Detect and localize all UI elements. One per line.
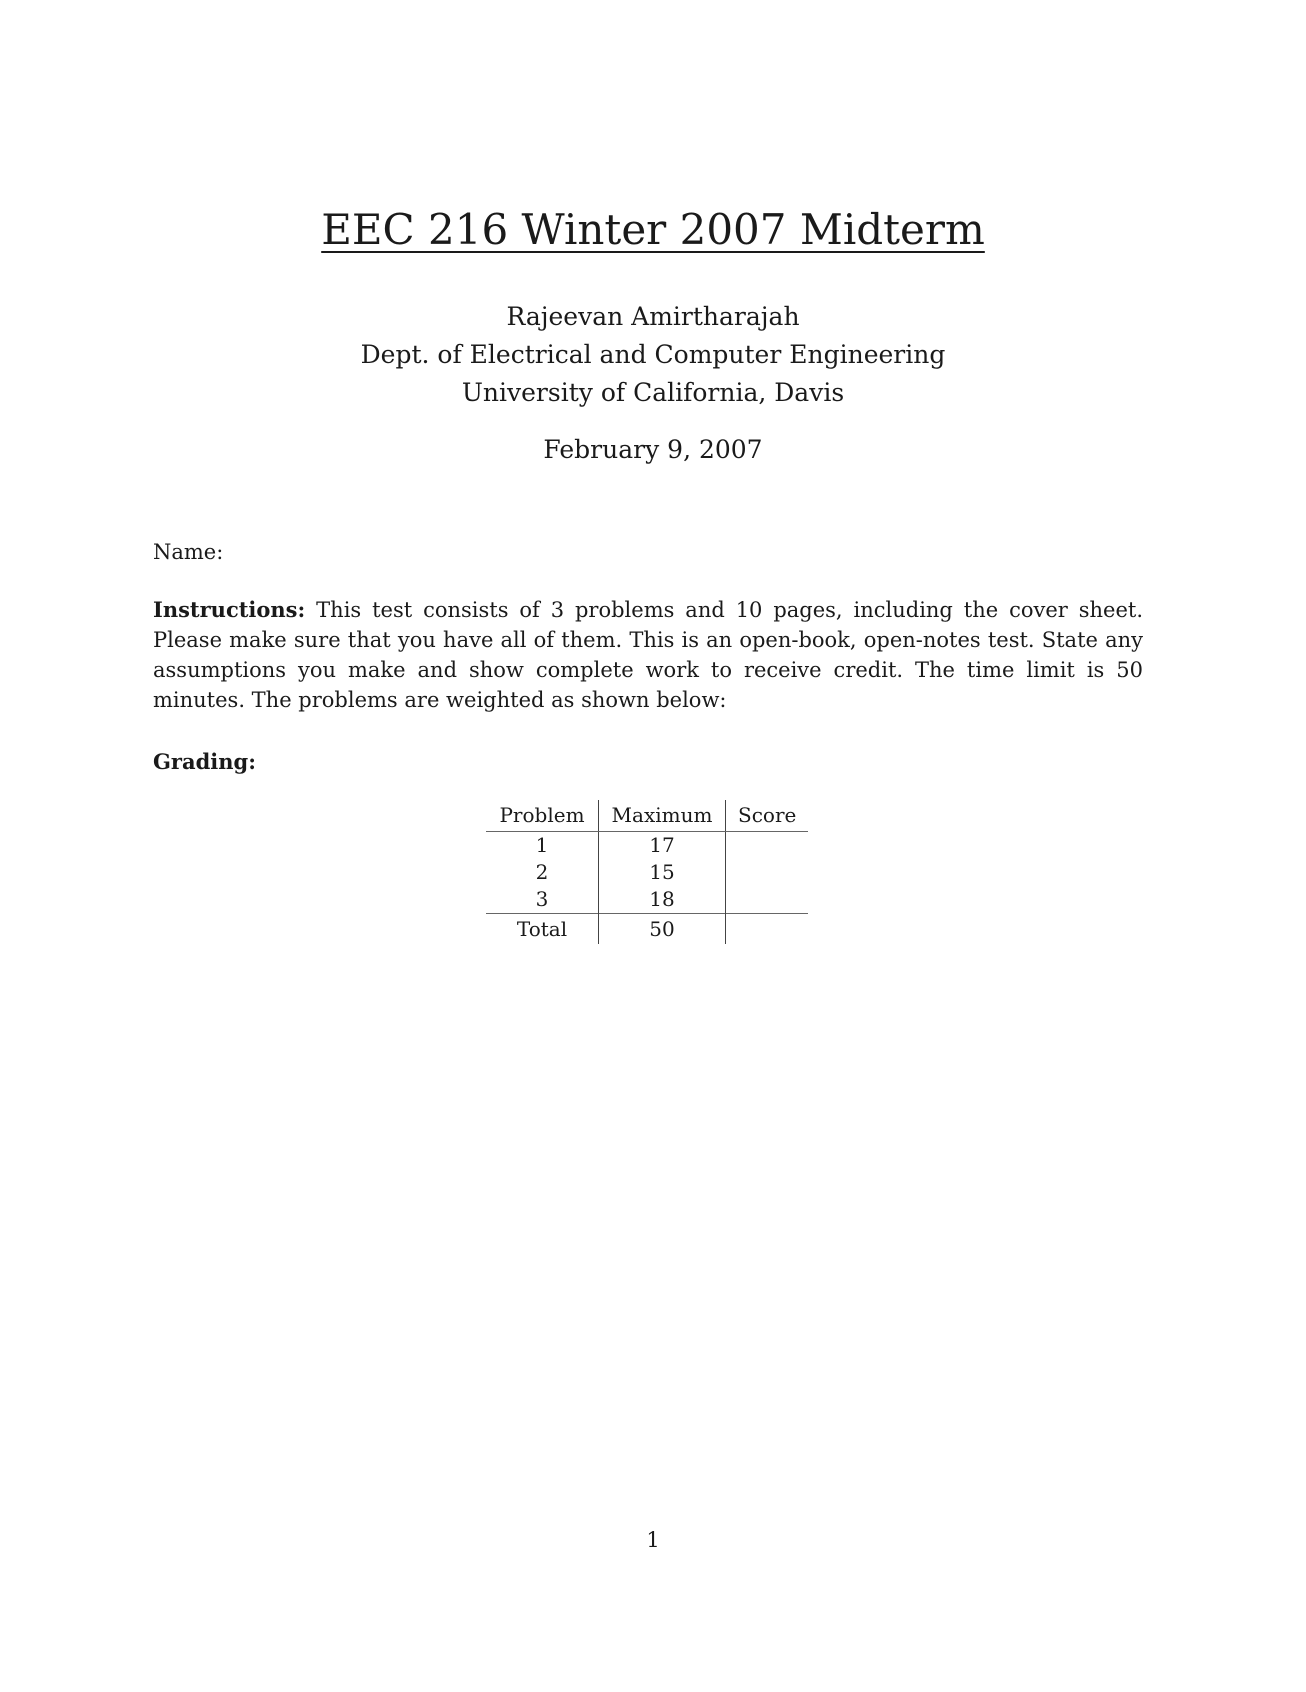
table-row xyxy=(486,886,808,914)
maximum-cell: 17 xyxy=(599,832,726,860)
institution: University of California, Davis xyxy=(461,378,845,407)
total-score-cell xyxy=(726,914,809,945)
table-row xyxy=(486,832,808,860)
instructions-paragraph xyxy=(153,595,1143,715)
department: Dept. of Electrical and Computer Engineering xyxy=(360,340,946,369)
problem-cell: 3 xyxy=(486,886,599,914)
exam-title xyxy=(0,205,1306,255)
table-row xyxy=(486,859,808,886)
maximum-cell: 15 xyxy=(599,859,726,886)
author-name: Rajeevan Amirtharajah xyxy=(506,302,800,331)
header-maximum: Maximum xyxy=(599,800,726,832)
author-block xyxy=(0,298,1306,412)
instructions-text: This test consists of 3 problems and 10 pages, including the cover sheet. Please make sure that you have all of them. This is an open-book, open-notes test. State any assumptions you make and show complete work to receive credit. The time limit is 50 minutes. The problems are weighted as shown below: xyxy=(153,598,1143,712)
score-cell xyxy=(726,832,809,860)
instructions-label: Instructions: xyxy=(153,597,306,622)
header-score: Score xyxy=(726,800,809,832)
grading-label: Grading: xyxy=(153,749,256,774)
grading-table-header xyxy=(486,800,808,832)
score-cell xyxy=(726,886,809,914)
total-row xyxy=(486,914,808,945)
name-label: Name: xyxy=(153,540,224,564)
grading-table xyxy=(486,800,808,944)
exam-title-text: EEC 216 Winter 2007 Midterm xyxy=(321,205,985,254)
maximum-cell: 18 xyxy=(599,886,726,914)
score-cell xyxy=(726,859,809,886)
problem-cell: 1 xyxy=(486,832,599,860)
exam-date: February 9, 2007 xyxy=(543,435,763,464)
page-number: 1 xyxy=(646,1528,660,1552)
header-problem: Problem xyxy=(486,800,599,832)
problem-cell: 2 xyxy=(486,859,599,886)
total-label-cell: Total xyxy=(486,914,599,945)
total-maximum-cell: 50 xyxy=(599,914,726,945)
